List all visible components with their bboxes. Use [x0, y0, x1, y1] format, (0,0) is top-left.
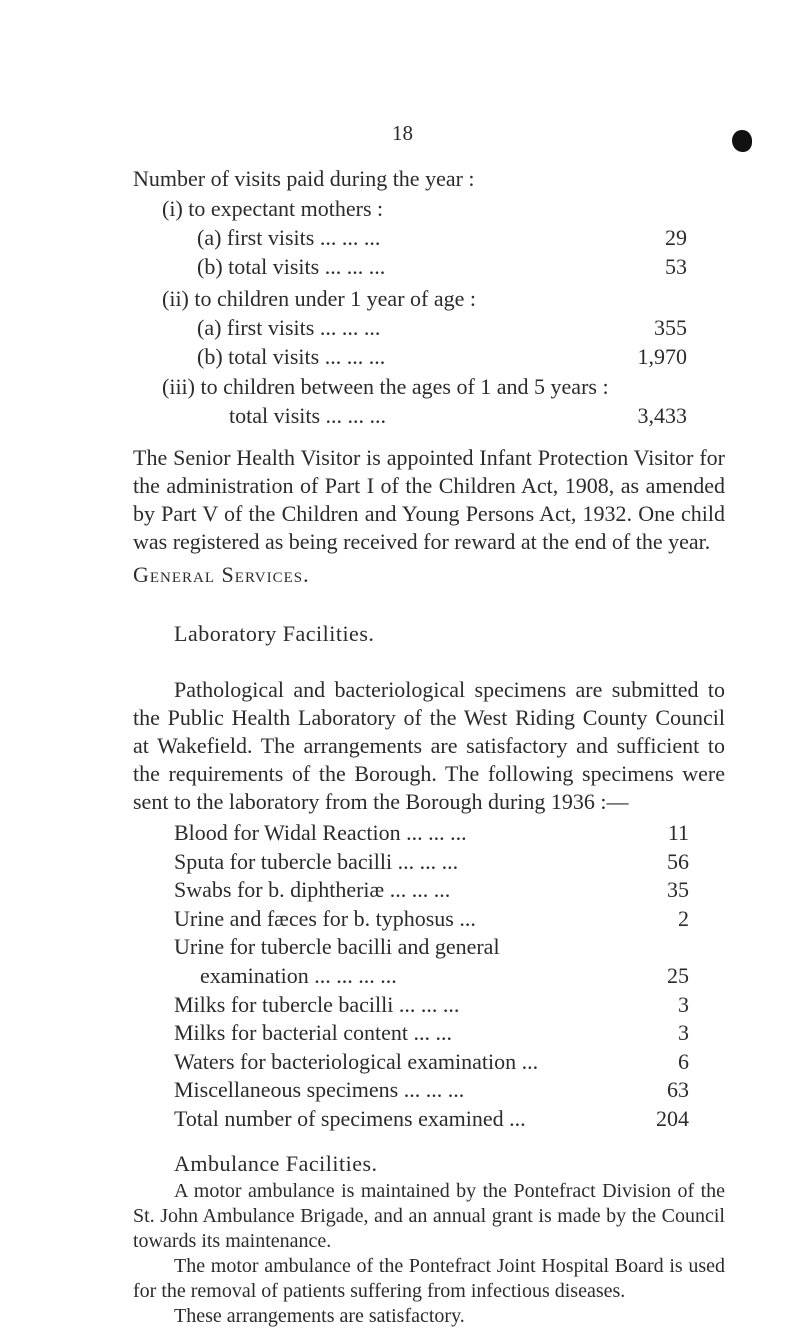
- specimen-row: [174, 933, 689, 961]
- ink-blot: [732, 130, 752, 152]
- visits-row-value: 29: [665, 225, 687, 250]
- specimen-value: 56: [667, 848, 689, 874]
- page-number: 18: [392, 121, 413, 145]
- visits-row: [197, 253, 687, 281]
- specimen-label: Urine and fæces for b. typhosus ...: [174, 905, 476, 931]
- senior-health-paragraph: The Senior Health Visitor is appointed Infant Protection Visitor for the administration of Part I of the Children Act, 1908, as amended by Part V of the Children and Young Persons Act, 1932. One child was registered as being received for reward at the end of the year.: [133, 445, 725, 554]
- general-services-heading: General Services.: [133, 562, 310, 587]
- specimen-row: [174, 876, 689, 904]
- visits-row-value: 3,433: [637, 403, 687, 428]
- specimen-row: [174, 1019, 689, 1047]
- specimen-row: [174, 1105, 689, 1133]
- specimen-label: examination ... ... ... ...: [200, 963, 397, 988]
- specimen-value: 25: [667, 963, 689, 988]
- specimen-value: 2: [678, 905, 689, 931]
- specimen-value: 11: [667, 820, 689, 845]
- specimen-label: Milks for tubercle bacilli ... ... ...: [174, 991, 460, 1017]
- specimen-label: Sputa for tubercle bacilli ... ... ...: [174, 848, 459, 874]
- laboratory-paragraph: Pathological and bacteriological specimens are submitted to the Public Health Laboratory of the West Riding County Council at Wakefield. The arrangements are satisfactory and sufficient to the requirements of the Borough. The following specimens were sent to the laboratory from the Borough during 1936 :—: [133, 677, 725, 814]
- visits-row: [197, 314, 687, 342]
- specimen-value: 35: [667, 877, 689, 903]
- ambulance-paragraph-3: These arrangements are satisfactory.: [174, 1305, 465, 1327]
- ambulance-heading: Ambulance Facilities.: [174, 1151, 378, 1176]
- visits-row-label: (b) total visits ... ... ...: [197, 254, 386, 279]
- visits-row: [197, 343, 687, 371]
- visits-row-value: 53: [665, 254, 687, 279]
- specimen-row: [174, 1076, 689, 1104]
- specimen-value: 63: [667, 1077, 689, 1103]
- visits-row: [197, 224, 687, 252]
- laboratory-heading: Laboratory Facilities.: [174, 621, 375, 646]
- visits-group-label: (iii) to children between the ages of 1 and 5 years :: [162, 374, 609, 399]
- specimen-value: 3: [678, 991, 689, 1017]
- specimen-row: [174, 1048, 689, 1076]
- specimen-row: [174, 819, 689, 847]
- specimen-label: Miscellaneous specimens ... ... ...: [174, 1077, 465, 1103]
- specimen-label: Swabs for b. diphtheriæ ... ... ...: [174, 877, 451, 903]
- ambulance-paragraph-1: A motor ambulance is maintained by the Pontefract Division of the St. John Ambulance Brigade, and an annual grant is made by the Council towards its maintenance. The motor ambulance of the Pontefract Joint Hospital Board is used for the removal of patients suffering from infectious diseases. These arrangements are satisfactory.: [133, 1180, 725, 1327]
- visits-group-label: (ii) to children under 1 year of age :: [162, 286, 476, 311]
- specimen-row: [200, 962, 689, 990]
- specimen-value: 3: [678, 1020, 689, 1046]
- visits-row-label: (b) total visits ... ... ...: [197, 344, 386, 369]
- specimen-value: 204: [656, 1106, 689, 1131]
- visits-row-label: total visits ... ... ...: [229, 403, 387, 428]
- specimen-label: Blood for Widal Reaction ... ... ...: [174, 820, 467, 845]
- specimen-row: [174, 848, 689, 876]
- visits-heading: Number of visits paid during the year :: [133, 166, 475, 191]
- specimen-value: 6: [678, 1048, 689, 1074]
- ambulance-paragraph-2: The motor ambulance of the Pontefract Joint Hospital Board is used for the removal of patients suffering from infectious diseases.: [133, 1255, 725, 1302]
- visits-row-label: (a) first visits ... ... ...: [197, 225, 381, 250]
- visits-row-value: 1,970: [637, 344, 687, 369]
- specimen-label: Total number of specimens examined ...: [174, 1106, 526, 1131]
- specimen-label: Urine for tubercle bacilli and general: [174, 934, 500, 960]
- visits-row-value: 355: [654, 315, 687, 340]
- specimen-label: Waters for bacteriological examination ...: [174, 1048, 539, 1074]
- visits-row: [229, 402, 687, 430]
- visits-group-label: (i) to expectant mothers :: [162, 196, 384, 221]
- visits-row-label: (a) first visits ... ... ...: [197, 315, 381, 340]
- specimen-label: Milks for bacterial content ... ...: [174, 1020, 452, 1046]
- specimen-row: [174, 905, 689, 933]
- specimen-row: [174, 991, 689, 1019]
